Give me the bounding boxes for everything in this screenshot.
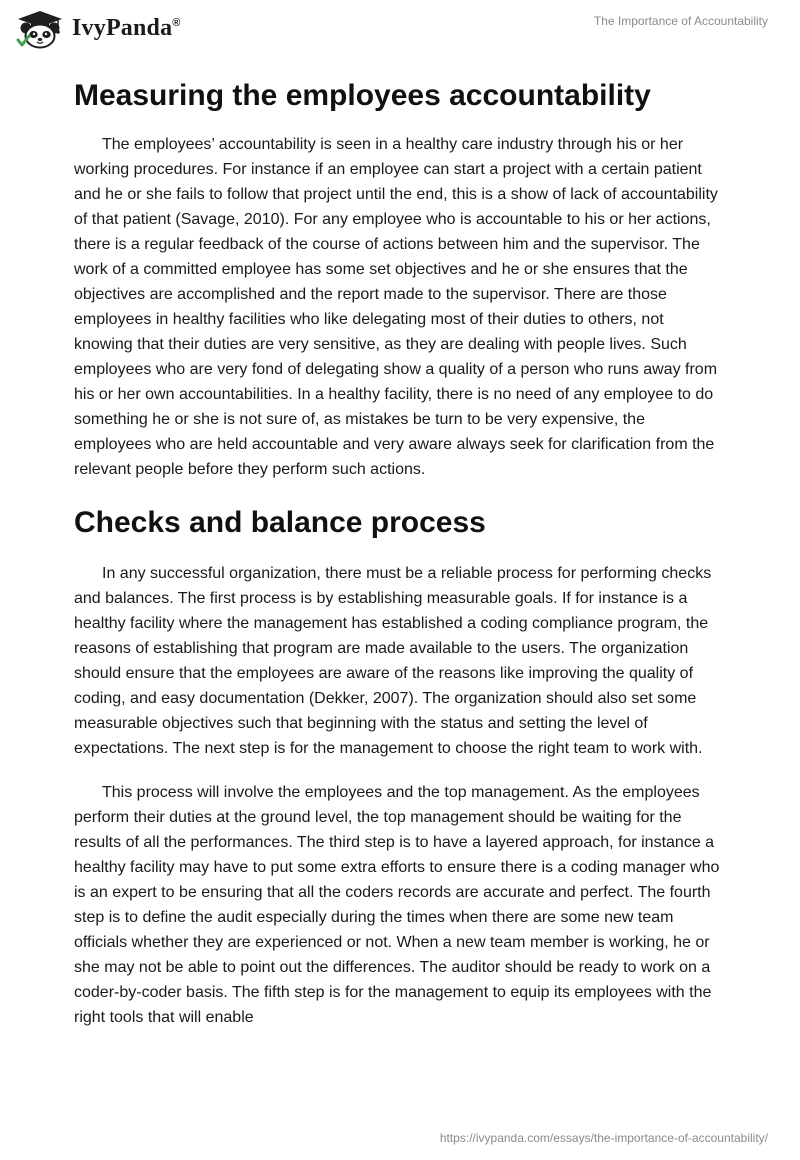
document-title: The Importance of Accountability bbox=[593, 14, 768, 28]
paragraph: This process will involve the employees and the top management. As the employees perform their duties at the ground level, the top management should be waiting for the results of all the performances. The third step is to have a layered approach, for instance a healthy facility may have to put some extra efforts to ensure there is a coding manager who is an expert to be ensuring that all the coders records are accurate and perfect. The fourth step is to define the audit especially during the times when there are some new team officials whether they are experienced or not. When a new team member is working, he or she may not be able to point out the differences. The auditor should be ready to work on a coder-by-coder basis. The fifth step is for the management to equip its employees with the right tools that will enable bbox=[74, 784, 720, 1026]
source-url[interactable]: https://ivypanda.com/essays/the-importance-of-accountability/ bbox=[439, 1131, 768, 1145]
brand-logo[interactable] bbox=[14, 9, 181, 49]
essay-body bbox=[74, 70, 726, 1049]
panda-graduate-icon bbox=[14, 9, 66, 49]
section-heading: Measuring the employees accountability bbox=[74, 79, 651, 112]
brand-name: IvyPanda® bbox=[72, 14, 181, 41]
page-header bbox=[0, 0, 800, 70]
paragraph: The employees’ accountability is seen in a healthy care industry through his or her working procedures. For instance if an employee can start a project with a certain patient and he or she fails to follow that project until the end, this is a show of lack of accountability of that patient (Savage, 2010). For any employee who is accountable to his or her actions, there is a regular feedback of the course of actions between him and the supervisor. The work of a committed employee has some set objectives and he or she ensures that the objectives are accomplished and the report made to the supervisor. There are those employees in healthy facilities who like delegating most of their duties to others, not knowing that their duties are very sensitive, as they are dealing with people lives. Such employees who are very fond of delegating show a quality of a person who runs away from his or her own accountabilities. In a healthy facility, there is no need of any employee to do something he or she is not sure of, as mistakes be turn to be very expensive, the employees who are held accountable and very aware always seek for clarification from the relevant people before they perform such actions. bbox=[74, 136, 718, 478]
section-heading: Checks and balance process bbox=[74, 506, 486, 539]
paragraph: In any successful organization, there must be a reliable process for performing checks and balances. The first process is by establishing measurable goals. If for instance is a healthy facility where the management has established a coding compliance program, the reasons of establishing that program are made available to the users. The organization should ensure that the employees are aware of the reasons like improving the quality of coding, and easy documentation (Dekker, 2007). The organization should also set some measurable objectives such that beginning with the status and setting the level of expectations. The next step is for the management to choose the right team to work with. bbox=[74, 565, 712, 757]
